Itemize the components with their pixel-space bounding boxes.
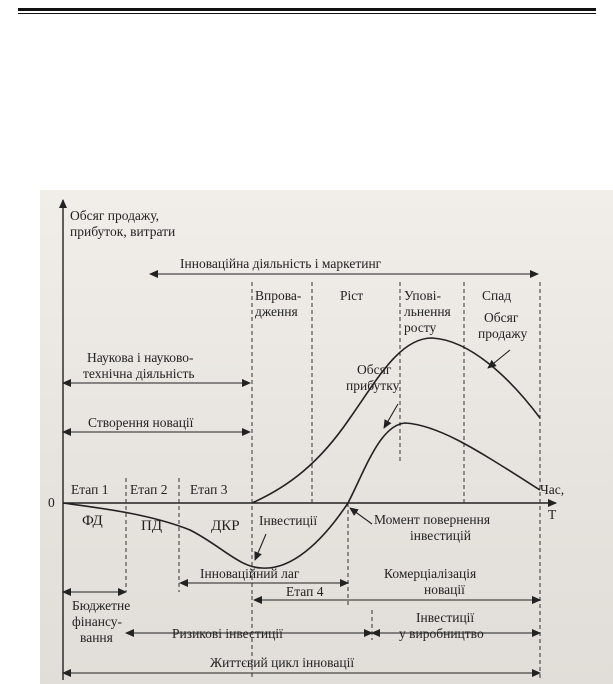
payback-moment-line2: інвестицій — [410, 528, 471, 543]
budget-financing-line3: вання — [80, 630, 113, 645]
pointer-investments — [255, 534, 266, 560]
y-axis-label-line2: прибуток, витрати — [70, 224, 176, 239]
stage2-label: Етап 2 — [130, 482, 168, 497]
innovation-marketing-label: Інноваційна діяльність і маркетинг — [180, 256, 382, 271]
sales-volume-label-line1: Обсяг — [484, 310, 519, 325]
stage1-label: Етап 1 — [71, 482, 109, 497]
sales-volume-curve — [252, 338, 540, 503]
work-type-dkr: ДКР — [211, 518, 240, 534]
phase-implementation-line2: дження — [255, 304, 298, 319]
sales-volume-label-line2: продажу — [478, 326, 528, 341]
profit-volume-label-line2: прибутку — [346, 378, 400, 393]
production-investments-line1: Інвестиції — [416, 610, 475, 625]
phase-slowdown-line2: льнення — [404, 304, 451, 319]
phase-slowdown-line3: росту — [404, 320, 437, 335]
pointer-sales-volume — [488, 350, 510, 368]
innovation-lag-label: Інноваційний лаг — [200, 566, 300, 581]
scientific-activity-label-line1: Наукова і науково- — [87, 350, 194, 365]
commercialization-line2: новації — [424, 582, 465, 597]
phase-decline: Спад — [482, 288, 512, 303]
y-axis-label-line1: Обсяг продажу, — [70, 208, 160, 223]
profit-volume-label-line1: Обсяг — [357, 362, 392, 377]
life-cycle-label: Життєвий цикл інновації — [210, 655, 355, 670]
phase-growth: Ріст — [340, 288, 364, 303]
work-type-fd: ФД — [82, 513, 103, 529]
phase-implementation-line1: Впрова- — [255, 288, 302, 303]
scientific-activity-label-line2: технічна діяльність — [83, 366, 195, 381]
stage4-label: Етап 4 — [286, 584, 324, 599]
pointer-profit-volume — [384, 404, 398, 428]
origin-label: 0 — [48, 495, 55, 510]
creation-of-innovation-label: Створення новації — [88, 415, 194, 430]
x-axis-label-line2: T — [548, 507, 557, 522]
risk-investments-label: Ризикові інвестиції — [172, 626, 283, 641]
pointer-payback — [350, 508, 372, 524]
production-investments-line2: у виробництво — [399, 626, 484, 641]
stage3-label: Етап 3 — [190, 482, 228, 497]
investments-label: Інвестиції — [259, 513, 318, 528]
commercialization-line1: Комерціалізація — [384, 566, 477, 581]
phase-slowdown-line1: Упові- — [404, 288, 441, 303]
payback-moment-line1: Момент повернення — [374, 512, 491, 527]
work-type-pd: ПД — [141, 518, 163, 534]
budget-financing-line2: фінансу- — [72, 614, 122, 629]
budget-financing-line1: Бюджетне — [72, 598, 131, 613]
x-axis-label-line1: Час, — [540, 482, 565, 497]
